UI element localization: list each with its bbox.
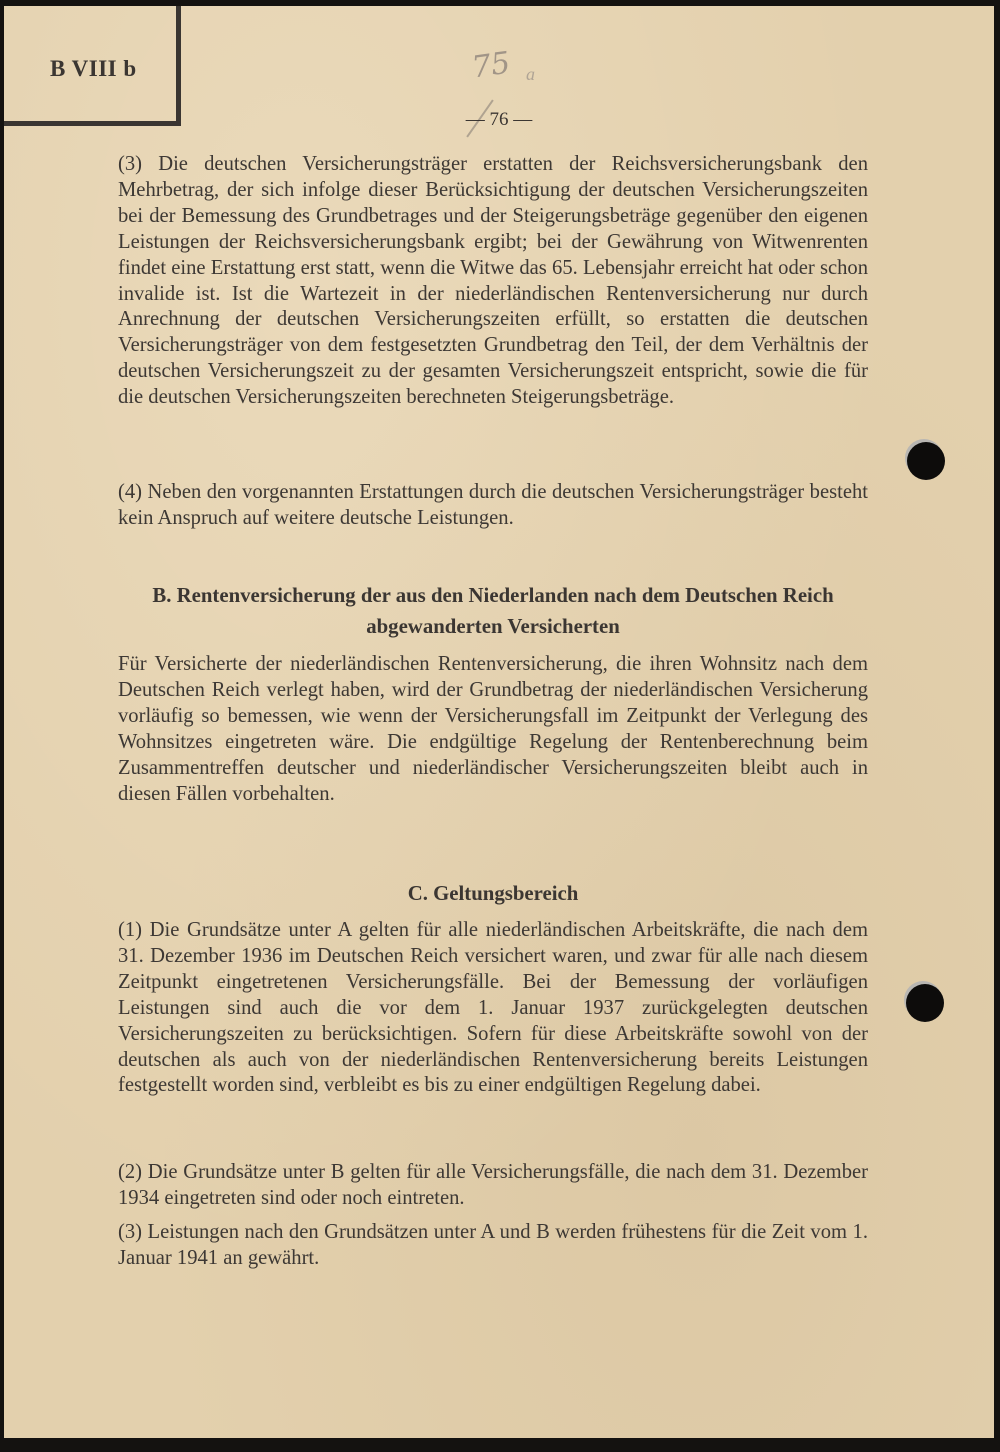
punch-hole-icon <box>907 442 945 480</box>
section-c-paragraph-1 <box>118 918 868 1099</box>
handwritten-page-suffix: a <box>526 64 535 84</box>
section-b-heading-line1: B. Rentenversicherung der aus den Niederlanden nach dem Deutschen Reich <box>152 584 834 607</box>
handwritten-page-number: 75 <box>469 45 513 86</box>
punch-hole-icon <box>906 984 944 1022</box>
section-tab-label: B VIII b <box>50 56 137 81</box>
section-a-paragraph-3 <box>118 152 868 411</box>
paragraph-text: (3) Die deutschen Versicherungsträger erstatten der Reichsversicherungsbank den Mehrbetrag, der sich infolge dieser Berücksichtigung der deutschen Versicherungszeiten bei der Bemessung des Grundbetrages und der Steigerungsbeträge gegenüber den eigenen Leistungen der Reichsversicherungsbank ergibt; bei der Gewährung von Witwenrenten findet eine Erstattung erst statt, wenn die Witwe das 65. Lebensjahr erreicht hat oder schon invalide ist. Ist die Wartezeit in der niederländischen Rentenversicherung nur durch Anrechnung der deutschen Versicherungszeiten erfüllt, so erstatten die deutschen Versicherungsträger von dem festgesetzten Grundbetrag den Teil, der dem Verhältnis der deutschen Versicherungszeit zu der gesamten Versicherungszeit entspricht, sowie die für die deutschen Versicherungszeiten berechneten Steigerungsbeträge. <box>118 153 868 409</box>
section-b-heading <box>118 580 868 642</box>
document-page <box>4 6 994 1438</box>
section-c-paragraph-2 <box>118 1160 868 1212</box>
paragraph-text: Für Versicherte der niederländischen Rentenversicherung, die ihren Wohnsitz nach dem Deutschen Reich verlegt haben, wird der Grundbetrag der niederländischen Versicherung vorläufig so bemessen, wie wenn der Versicherungsfall im Zeitpunkt der Verlegung des Wohnsitzes eingetreten wäre. Die endgültige Regelung der Rentenberechnung beim Zusammentreffen deutscher und niederländischer Versicherungszeiten bleibt auch in diesen Fällen vorbehalten. <box>118 653 868 805</box>
page-number: — 76 — <box>465 109 533 130</box>
section-c-paragraph-3 <box>118 1220 868 1272</box>
section-b-paragraph <box>118 652 868 807</box>
section-a-paragraph-4 <box>118 480 868 532</box>
paragraph-text: (2) Die Grundsätze unter B gelten für alle Versicherungsfälle, die nach dem 31. Dezember 1934 eingetreten sind oder noch eintreten. <box>118 1161 868 1209</box>
section-tab-box <box>4 6 181 126</box>
paragraph-text: (4) Neben den vorgenannten Erstattungen durch die deutschen Versicherungsträger besteht kein Anspruch auf weitere deutsche Leistungen. <box>118 481 868 529</box>
section-c-heading: C. Geltungsbereich <box>407 882 579 905</box>
paragraph-text: (3) Leistungen nach den Grundsätzen unter A und B werden frühestens für die Zeit vom 1. Januar 1941 an gewährt. <box>118 1221 868 1269</box>
scan-edge <box>994 0 1000 1452</box>
section-b-heading-line2: abgewanderten Versicherten <box>366 615 620 638</box>
paragraph-text: (1) Die Grundsätze unter A gelten für alle niederländischen Arbeitskräfte, die nach dem 31. Dezember 1936 im Deutschen Reich versichert waren, und zwar für alle nach diesem Zeitpunkt eingetretenen Versicherungsfälle. Bei der Bemessung der vorläufigen Leistungen sind auch die vor dem 1. Januar 1937 zurückgelegten deutschen Versicherungszeiten zu berücksichtigen. Sofern für diese Arbeitskräfte sowohl von der deutschen als auch von der niederländischen Rentenversicherung bereits Leistungen festgestellt worden sind, verbleibt es bis zu einer endgültigen Regelung dabei. <box>118 919 868 1097</box>
